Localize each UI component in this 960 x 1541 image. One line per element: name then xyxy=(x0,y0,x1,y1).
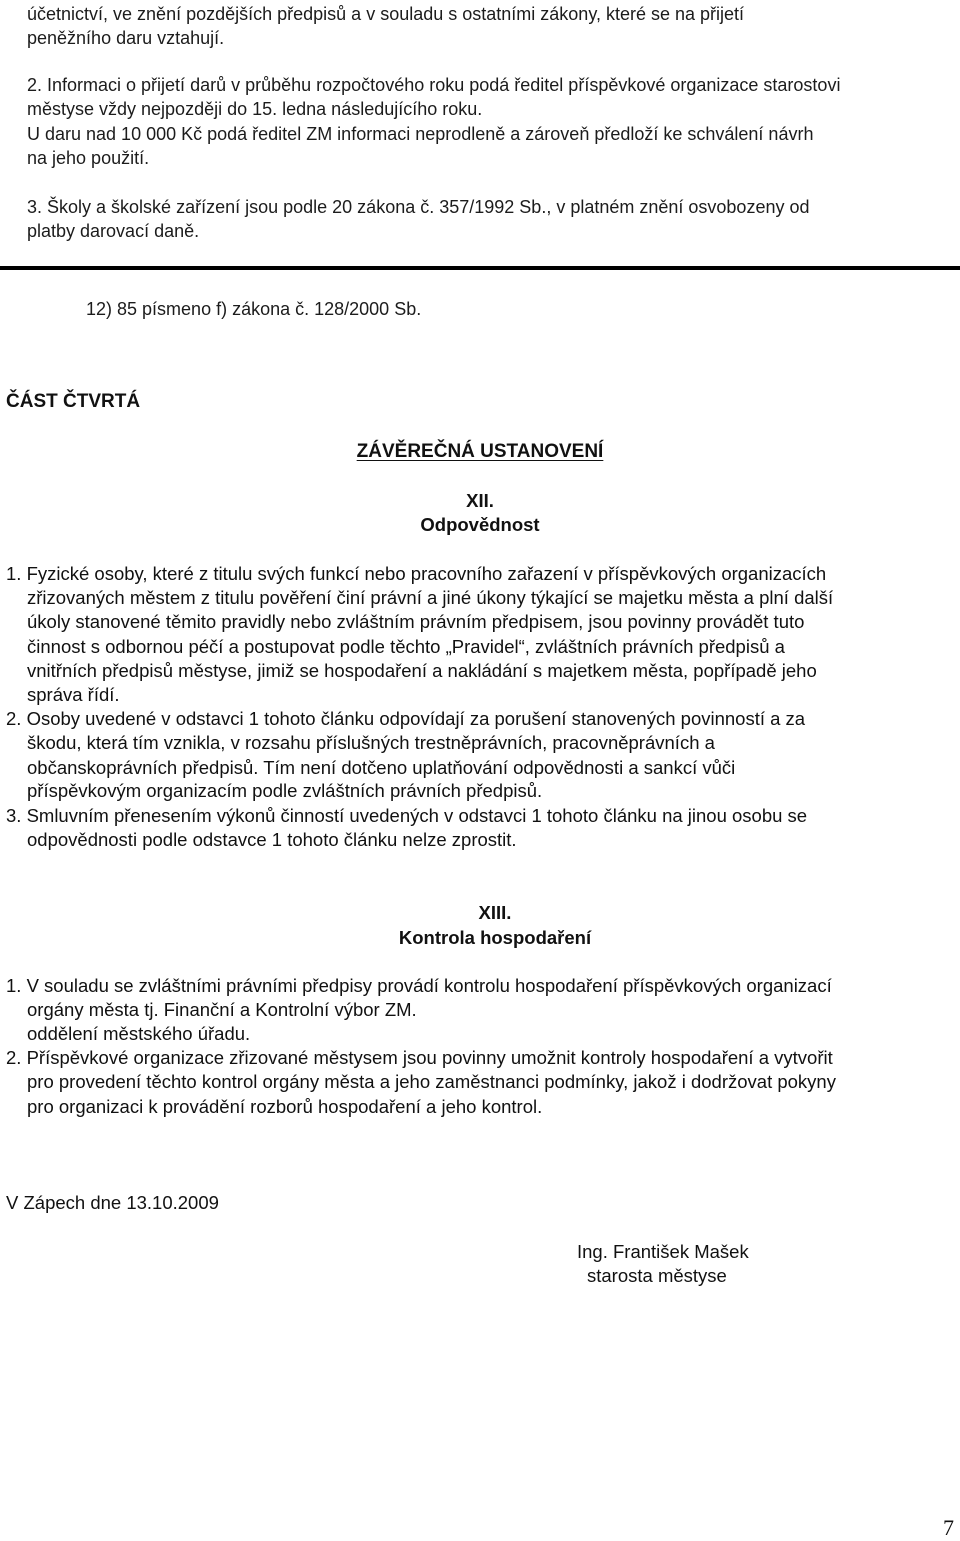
text-line: 1. V souladu se zvláštními právními předpisy provádí kontrolu hospodaření příspěvkových organizací xyxy=(6,975,832,996)
text-line: škodu, která tím vznikla, v rozsahu příslušných trestněprávních, pracovněprávních a xyxy=(27,732,715,753)
text-line: odpovědnosti podle odstavce 1 tohoto článku nelze zprostit. xyxy=(27,829,517,850)
text-line: pro organizaci k provádění rozborů hospodaření a jeho kontrol. xyxy=(27,1096,543,1117)
text-line: 1. Fyzické osoby, které z titulu svých funkcí nebo pracovního zařazení v příspěvkových organizacích xyxy=(6,563,827,584)
text-line: účetnictví, ve znění pozdějších předpisů a v souladu s ostatními zákony, které se na přijetí xyxy=(27,4,745,24)
page-number: 7 xyxy=(943,1515,954,1540)
text-line: na jeho použití. xyxy=(27,148,150,168)
signatory-role: starosta městyse xyxy=(587,1265,727,1286)
text-line: peněžního daru vztahují. xyxy=(27,28,225,48)
text-line: 3. Školy a školské zařízení jsou podle 20 zákona č. 357/1992 Sb., v platném znění osvobozeny od xyxy=(27,197,810,217)
text-line: správa řídí. xyxy=(27,684,120,705)
text-line: zřizovaných městem z titulu pověření činí právní a jiné úkony týkající se majetku města a plní další xyxy=(27,587,834,608)
place-date: V Zápech dne 13.10.2009 xyxy=(6,1192,219,1213)
section-title: Odpovědnost xyxy=(420,514,540,535)
text-line: oddělení městského úřadu. xyxy=(27,1023,251,1044)
text-line: 2. Informaci o přijetí darů v průběhu rozpočtového roku podá ředitel příspěvkové organizace starostovi xyxy=(27,75,841,95)
text-line: 2. Osoby uvedené v odstavci 1 tohoto článku odpovídají za porušení stanovených povinností a za xyxy=(6,708,806,729)
text-line: orgány města tj. Finanční a Kontrolní výbor ZM. xyxy=(27,999,417,1020)
part-heading: ČÁST ČTVRTÁ xyxy=(6,391,141,412)
text-line: občanskoprávních předpisů. Tím není dotčeno uplatňování odpovědnosti a sankcí vůči xyxy=(27,757,736,778)
text-line: 3. Smluvním přenesením výkonů činností uvedených v odstavci 1 tohoto článku na jinou osobu se xyxy=(6,805,808,826)
section-number: XIII. xyxy=(478,902,512,923)
section-title: Kontrola hospodaření xyxy=(398,927,592,948)
text-line: platby darovací daně. xyxy=(27,221,200,241)
text-line: U daru nad 10 000 Kč podá ředitel ZM informaci neprodleně a zároveň předloží ke schválení návrh xyxy=(27,124,814,144)
signatory-name: Ing. František Mašek xyxy=(577,1241,749,1262)
section-number: XII. xyxy=(466,490,494,511)
text-line: 2. Příspěvkové organizace zřizované městysem jsou povinny umožnit kontroly hospodaření a vytvořit xyxy=(6,1047,833,1068)
text-line: příspěvkovým organizacím podle zvláštních právních předpisů. xyxy=(27,780,543,801)
final-provisions-heading: ZÁVĚREČNÁ USTANOVENÍ xyxy=(356,441,604,462)
text-line: vnitřních předpisů městyse, jimiž se hospodaření a nakládání s majetkem města, popřípadě jeho xyxy=(27,660,817,681)
footnote-separator xyxy=(0,266,960,270)
text-line: městyse vždy nejpozději do 15. ledna následujícího roku. xyxy=(27,99,483,119)
text-line: činnost s odbornou péčí a postupovat podle těchto „Pravidel“, zvláštních právních předpisů a xyxy=(27,636,785,657)
footnote: 12) 85 písmeno f) zákona č. 128/2000 Sb. xyxy=(86,299,422,319)
text-line: pro provedení těchto kontrol orgány města a jeho zaměstnanci podmínky, jakož i dodržovat pokyny xyxy=(27,1071,836,1092)
text-line: úkoly stanovené těmito pravidly nebo zvláštním právním předpisem, jsou povinny provádět tuto xyxy=(27,611,805,632)
